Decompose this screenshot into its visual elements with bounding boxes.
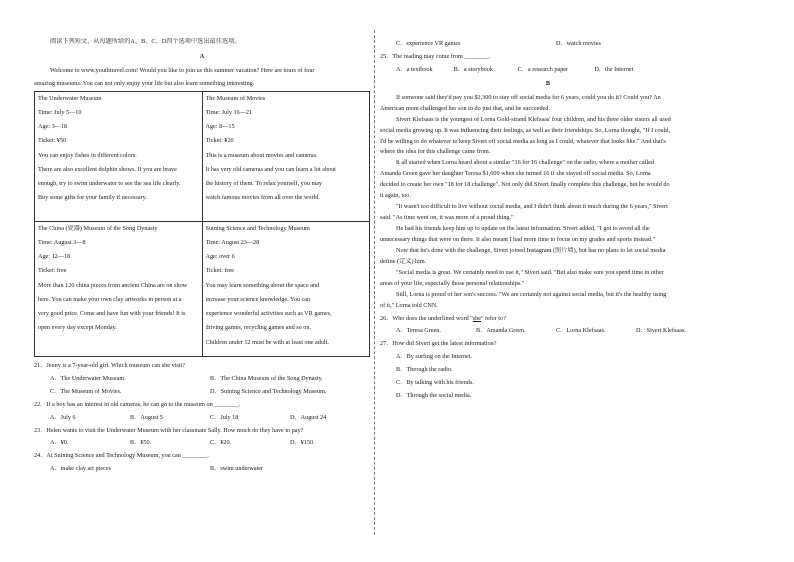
underlined-word: she [472, 314, 481, 322]
question-24-options-row-1 [34, 465, 370, 473]
tour-line: Ticket: free [205, 267, 234, 275]
question-24-options-row-2 [380, 40, 716, 48]
tour-line: experience wonderful activities such as VR games, [205, 310, 332, 318]
column-divider [374, 30, 375, 535]
tour-line: Time: August 23—28 [205, 238, 260, 246]
tour-line: enough, try to swim underwater to see the sea life clearly. [38, 180, 181, 188]
question-25-options [380, 66, 716, 74]
option-b[interactable]: B．Amanda Green. [476, 327, 526, 335]
tours-table [34, 91, 370, 357]
passage-line: "It wasn't too difficult to live without social media, and I didn't think about it much during the 6 years," Sivert [396, 203, 668, 211]
question-21-options-row-1 [34, 375, 370, 383]
passage-line: of it," Lorna told CNN. [380, 301, 438, 309]
option-d[interactable]: D．¥150. [290, 439, 315, 447]
tour-line: Age: over 6 [205, 253, 235, 261]
passage-line: He had his friends keep him up to update on the latest information. Sivert added, "I got to avoid all the [396, 225, 650, 232]
tour-line: Ticket: ¥50 [38, 137, 67, 145]
option-c[interactable]: C．¥20. [210, 439, 232, 447]
tour-china-museum [35, 221, 203, 356]
question-22-stem: 22．If a boy has an interest in old cameras, he can go to the museum on ________. [34, 400, 241, 408]
passage-line: Amanda Green gave her daughter Teresa $1,600 when she turned 16 if she stayed off social media. So, Lorna [380, 170, 651, 178]
question-21-stem: 21．Jenny is a 7-year-old girl. Which museum can she visit? [34, 361, 185, 369]
passage-line: said. "As time went on, it was more of a proud thing." [380, 214, 514, 222]
option-a[interactable]: A．make clay art pieces [50, 465, 111, 473]
tour-line: The China (瓷器) Museum of the Song Dynasty [38, 224, 158, 232]
option-a[interactable]: A．By surfing on the Internet. [396, 353, 473, 361]
option-c[interactable]: C．July 18 [210, 413, 239, 421]
tour-line: Time: August 3—8 [38, 238, 86, 246]
tour-line: There are also excellent dolphin shows. If you are brave [38, 165, 177, 173]
option-b[interactable]: B．swim underwater [210, 465, 264, 473]
passage-line: areas of your life, especially those personal relationships." [380, 279, 525, 287]
tour-line: You may learn something about the space and [205, 281, 320, 289]
intro-line-1: Welcome to www.youthtravel.com! Would you like to join us this summer vacation? Here are tours of four [50, 66, 315, 74]
question-27-stem: 27．How did Sivert get the latest information? [380, 340, 497, 348]
tour-line: the history of them. To relax yourself, you may [205, 180, 323, 188]
question-21-options-row-2 [34, 388, 370, 396]
tour-line: Age: 12—18 [38, 253, 71, 261]
option-b[interactable]: B．August 5 [130, 413, 163, 421]
option-d[interactable]: D．the Internet [594, 65, 634, 73]
instruction: 阅读下列短文，从每题所给的A、B、C、D四个选项中选出最佳选项。 [50, 38, 241, 45]
question-23-options [34, 439, 370, 447]
passage-line: social media growing up. It was influencing their feelings, as well as their friendships. So, Lorna thought, "If I could, [380, 126, 671, 134]
tour-line: Ticket: ¥20 [205, 137, 234, 145]
question-23-stem: 23．Helen wants to visit the Underwater Museum with her classmate Sally. How much do they have to pay? [34, 426, 304, 434]
passage-line: unnecessary things that were on there. It also meant I had more time to focus on my grades and sports instead." [380, 235, 656, 243]
option-c[interactable]: C．experience VR games [396, 40, 461, 47]
option-c[interactable]: C．By talking with his friends. [396, 379, 474, 387]
tour-line: driving games, recycling games and so on. [205, 324, 312, 332]
passage-line: Sivert Klefsaas is the youngest of Lorna Gold-strand Klefsaas' four children, and his three older sisters all used [396, 115, 671, 123]
intro-line-2: amazing museums. You can not only enjoy your life but also learn something interesting. [34, 79, 255, 87]
tour-line: open every day except Monday. [38, 324, 117, 332]
section-a-heading: A [199, 52, 205, 60]
tour-line: You can enjoy fishes in different colors. [38, 151, 137, 159]
option-d[interactable]: D．August 24 [290, 413, 327, 421]
tour-suining-science-museum [202, 221, 370, 356]
question-22-options [34, 414, 370, 422]
option-b[interactable]: B．a storybook [453, 65, 493, 73]
tour-line: here. You can make your own clay artworks in person at a [38, 295, 182, 303]
tour-line: very good price. Come and have fun with your friends! It is [38, 310, 186, 318]
option-a[interactable]: A．a textbook [396, 65, 433, 73]
passage-line: it again, too. [380, 192, 411, 200]
option-a[interactable]: A．The Underwater Museum. [50, 374, 126, 382]
tour-line: Ticket: free [38, 267, 67, 275]
option-b[interactable]: B．Through the radio. [396, 366, 453, 374]
option-c[interactable]: C．The Museum of Movies. [50, 387, 122, 395]
option-a[interactable]: A．Teresa Green. [396, 327, 441, 335]
option-c[interactable]: C．a research paper [517, 65, 569, 73]
question-26-stem-end: " refer to? [481, 314, 506, 322]
tour-line: Children under 12 must be with at least one adult. [205, 338, 329, 346]
section-b-heading: B [545, 79, 551, 87]
passage-line: Now that he's done with the challenge, Sivert joined Instagram (照片墙), but has no plans to let social media [396, 246, 666, 254]
tour-line: This is a museum about movies and cameras. [205, 151, 318, 159]
tour-line: Time: July 5—10 [38, 108, 82, 116]
tour-line: More than 120 china pieces from ancient China are on show [38, 281, 188, 289]
tour-museum-of-movies [202, 91, 370, 221]
tour-line: Time: July 16—21 [205, 108, 253, 116]
tour-line: Age: 8—15 [205, 123, 235, 131]
tour-line: Buy some gifts for your family if necessary. [38, 194, 147, 202]
passage-line: If someone said they'd pay you $1,300 to stay off social media for 6 years, could you do it? Could you? An [396, 93, 661, 101]
option-a[interactable]: A．July 6 [50, 413, 76, 421]
passage-line: Still, Lorna is proud of her son's success. "We are certainly not against social media, but it's the healthy using [396, 290, 667, 298]
question-24-stem: 24．At Suining Science and Technology Museum, you can ________. [34, 452, 209, 460]
option-b[interactable]: B．The China Museum of the Song Dynasty. [210, 374, 323, 382]
question-25-stem: 25．The reading may come from ________. [380, 52, 491, 60]
option-d[interactable]: D．Through the social media. [396, 392, 472, 400]
question-26-stem [380, 315, 716, 323]
tour-line: Age: 3—18 [38, 123, 68, 131]
option-d[interactable]: D．watch movies [556, 40, 601, 47]
question-26-stem-start: 26．Who does the underlined word " [380, 314, 473, 322]
tour-line: The Underwater Museum [38, 94, 102, 102]
option-d[interactable]: D．Sivert Klefsaas. [636, 327, 686, 335]
tour-underwater-museum [35, 91, 203, 221]
passage-line: I'd be willing to do whatever to keep Sivert off social media as long as I could, whatever that looks like." And that's [380, 137, 666, 145]
passage-line: decided to create her own "18 for 18 challenge". Not only did Sivert finally complete this challenge, but he would do [380, 181, 670, 189]
passage-line: where the idea for this challenge came from. [380, 148, 491, 156]
left-column [34, 38, 370, 473]
right-column [380, 40, 716, 400]
passage-line: American mom challenged her son to do just that, and he succeeded. [380, 104, 550, 112]
tour-line: It has very old cameras and you can learn a lot about [205, 165, 336, 173]
option-d[interactable]: D．Suining Science and Technology Museum. [210, 387, 327, 395]
option-b[interactable]: B．¥50. [130, 439, 152, 447]
tour-line: The Museum of Movies [205, 94, 266, 102]
passage-line: It all started when Lorna heard about a similar "16 for 16 challenge" on the radio, where a mother called [396, 159, 654, 167]
tour-line: Suining Science and Technology Museum [205, 224, 310, 232]
option-a[interactable]: A．¥0. [50, 439, 69, 447]
question-26-options [380, 327, 716, 335]
passage-line: define (定义) him. [380, 257, 427, 265]
tour-line: increase your science knowledge. You can [205, 295, 311, 303]
option-c[interactable]: C．Lorna Klefsaas. [556, 327, 606, 335]
tour-line: watch famous movies from all over the world. [205, 194, 320, 202]
passage-line: "Social media is great. We certainly need to use it," Sivert said. "But also make sure you spend time in other [396, 268, 664, 276]
